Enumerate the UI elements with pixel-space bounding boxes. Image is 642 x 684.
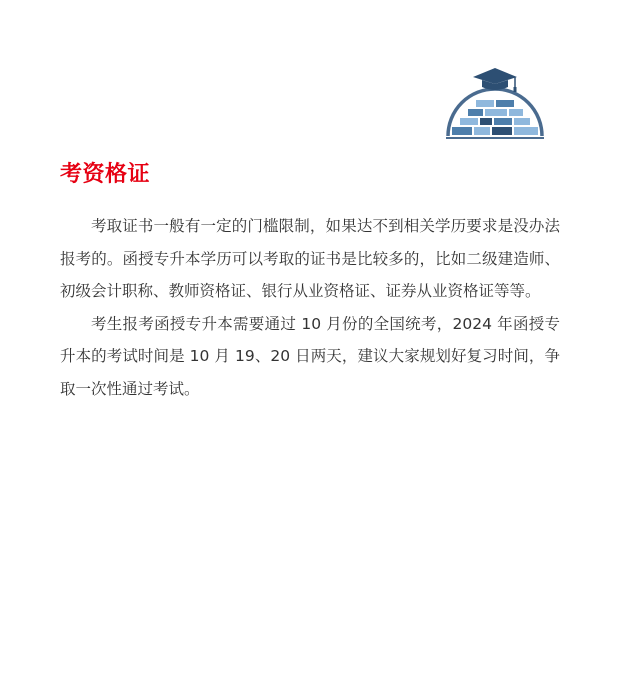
article-body	[60, 210, 560, 405]
section-heading: 考资格证	[60, 162, 151, 187]
paragraph: 考生报考函授专升本需要通过 10 月份的全国统考，2024 年函授专升本的考试时间是 10 月 19、20 日两天，建议大家规划好复习时间，争取一次性通过考试。	[60, 314, 560, 398]
graduation-cap-books-icon	[442, 52, 548, 142]
paragraph: 考取证书一般有一定的门槛限制，如果达不到相关学历要求是没办法报考的。函授专升本学历可以考取的证书是比较多的，比如二级建造师、初级会计职称、教师资格证、银行从业资格证、证券从业资格证等等。	[60, 217, 560, 300]
